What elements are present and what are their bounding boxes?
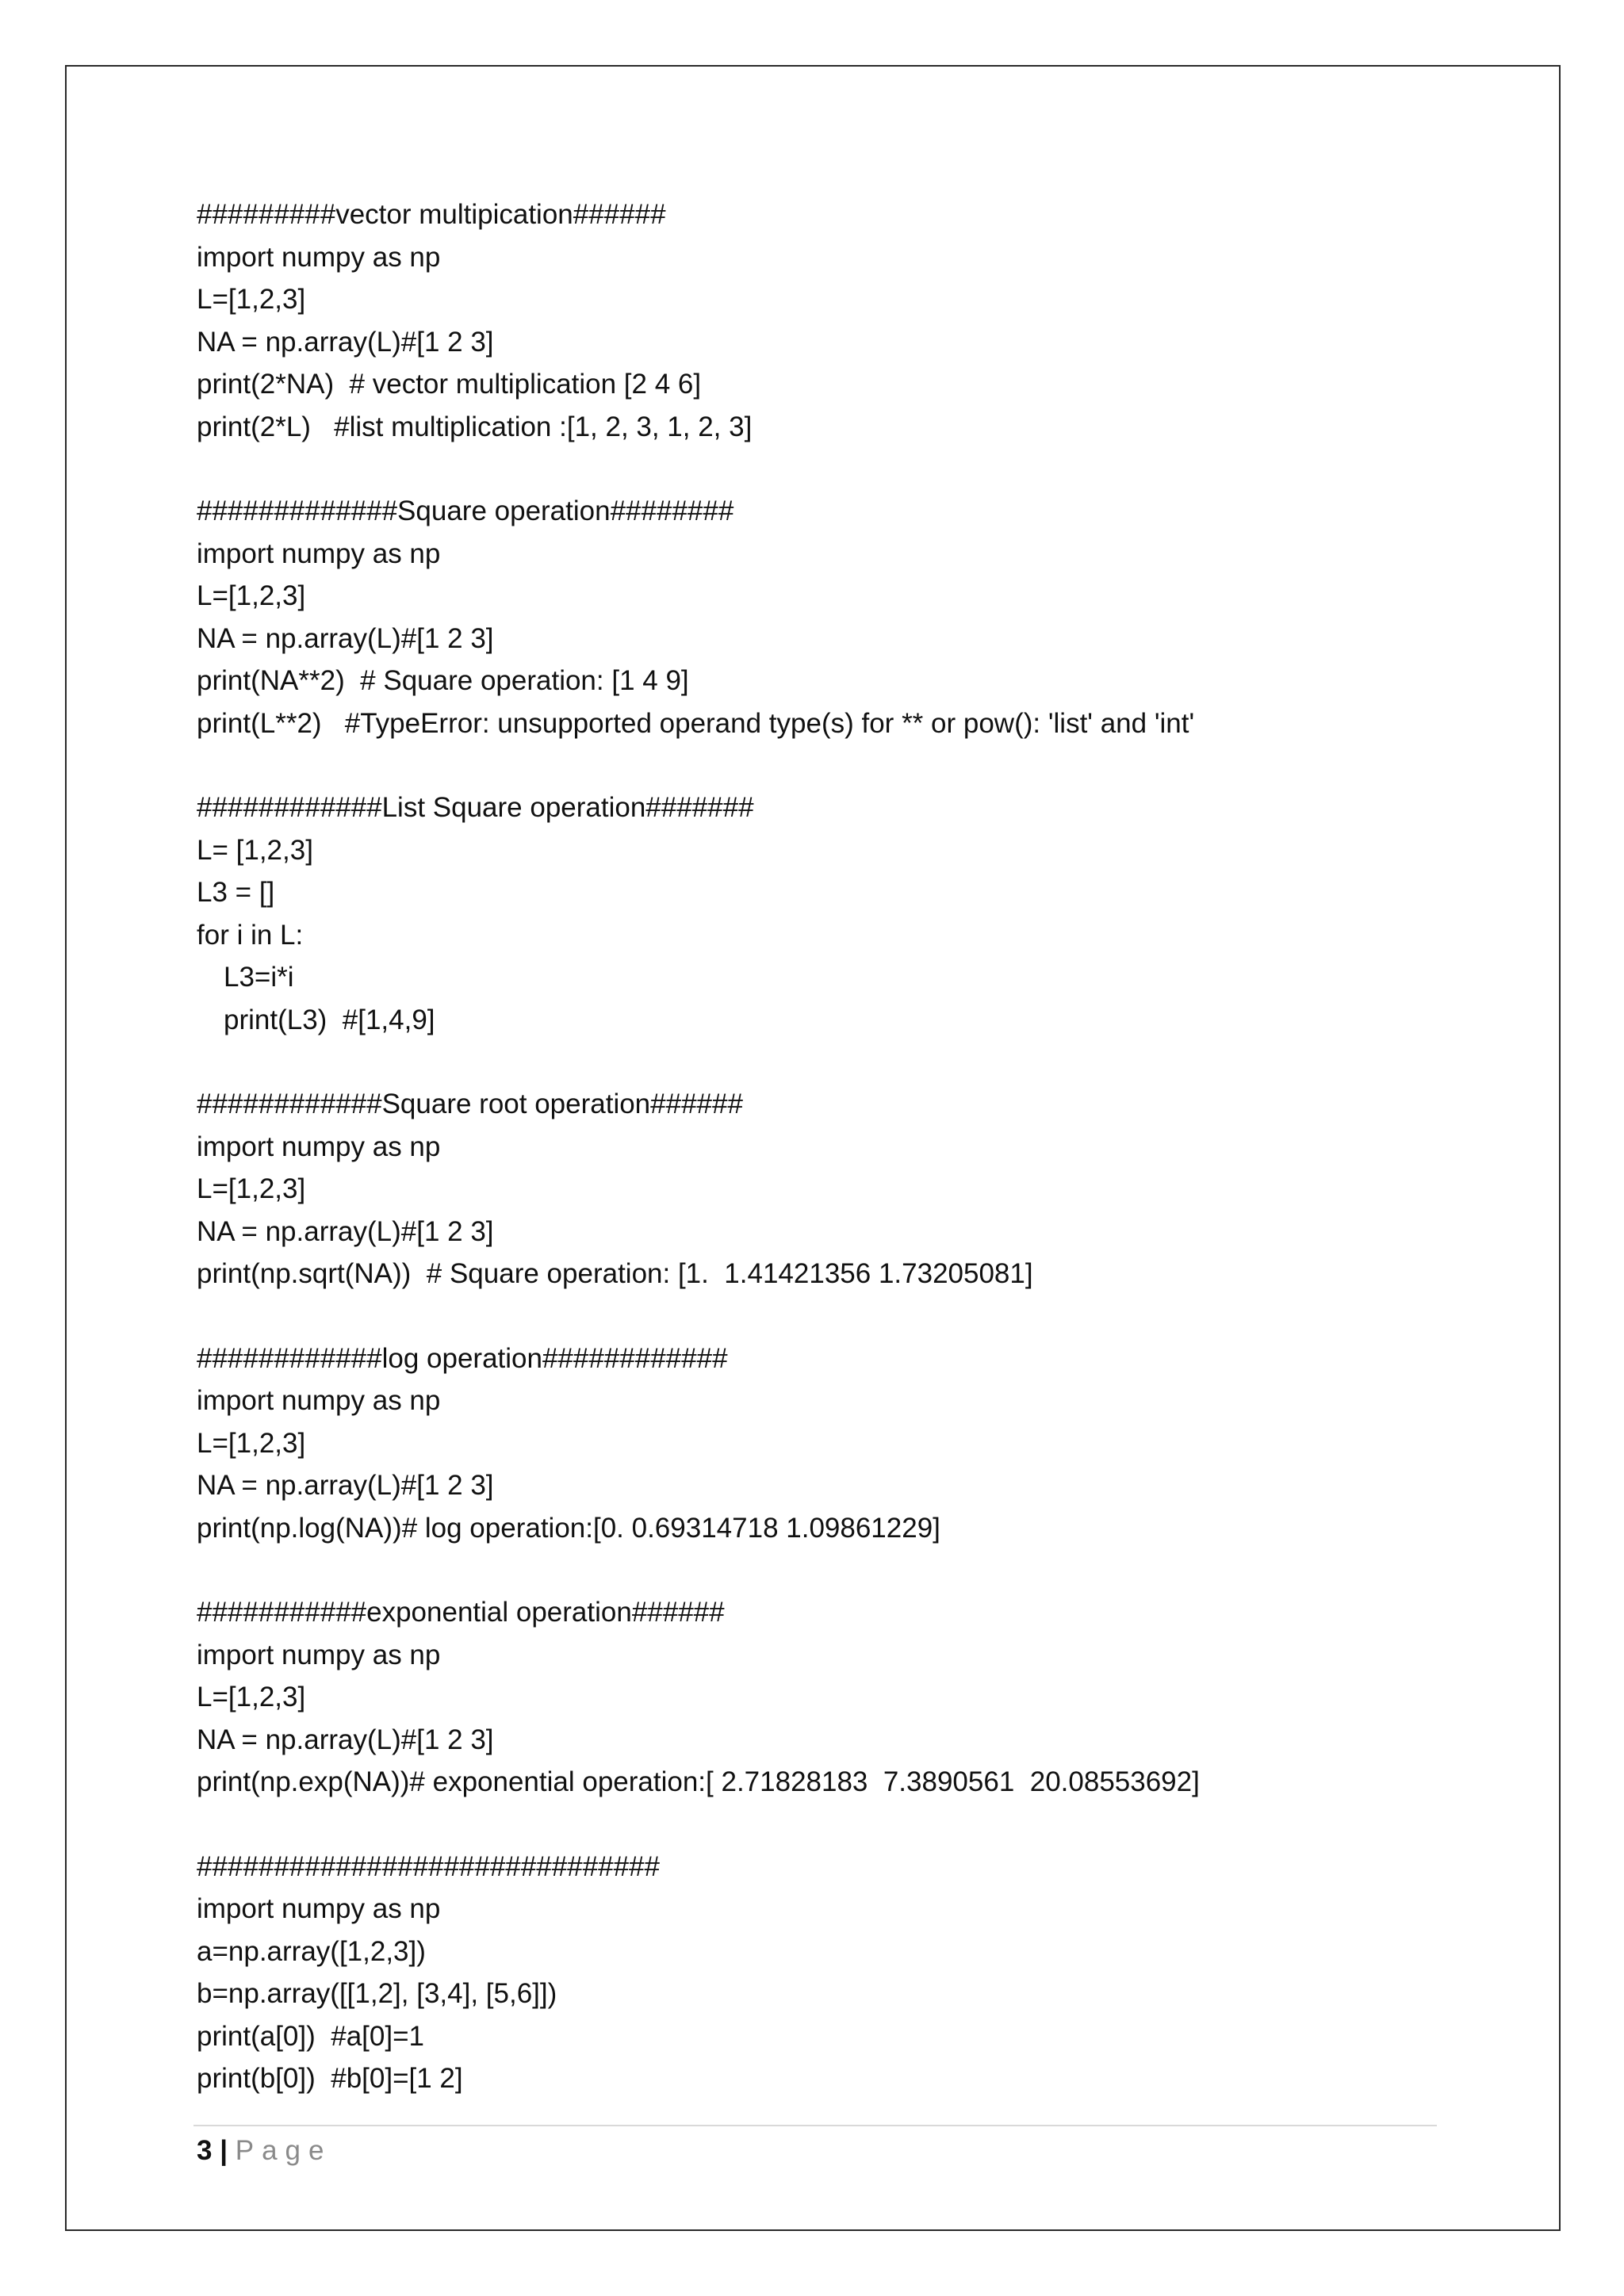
code-line: print(L**2) #TypeError: unsupported operand type(s) for ** or pow(): 'list' and 'int' bbox=[197, 707, 1195, 739]
code-heading-line: #############Square operation######## bbox=[197, 496, 734, 526]
code-heading-line: ############List Square operation####### bbox=[197, 792, 754, 823]
code-block bbox=[197, 193, 1465, 448]
code-block bbox=[197, 1591, 1465, 1804]
code-line: L=[1,2,3] bbox=[197, 1173, 306, 1204]
code-line: import numpy as np bbox=[197, 1893, 441, 1924]
code-heading-line: ############log operation############ bbox=[197, 1342, 728, 1374]
code-line: print(2*NA) # vector multiplication [2 4 6] bbox=[197, 369, 702, 400]
footer-rule bbox=[193, 2125, 1437, 2126]
page-label: Page bbox=[235, 2135, 332, 2166]
code-line: NA = np.array(L)#[1 2 3] bbox=[197, 1215, 494, 1247]
code-line: print(np.log(NA))# log operation:[0. 0.69314718 1.09861229] bbox=[197, 1512, 940, 1544]
code-line: NA = np.array(L)#[1 2 3] bbox=[197, 1470, 494, 1501]
code-line: import numpy as np bbox=[197, 241, 441, 273]
code-line: for i in L: bbox=[197, 919, 304, 951]
code-block bbox=[197, 490, 1465, 744]
code-heading-line: ############Square root operation###### bbox=[197, 1089, 743, 1119]
code-line: NA = np.array(L)#[1 2 3] bbox=[197, 326, 494, 358]
code-line: a=np.array([1,2,3]) bbox=[197, 1935, 426, 1967]
code-heading-line: ###########exponential operation###### bbox=[197, 1597, 725, 1628]
code-line: print(2*L) #list multiplication :[1, 2, 3, 1, 2, 3] bbox=[197, 411, 753, 442]
code-block bbox=[197, 1337, 1465, 1550]
code-heading-line: #########vector multipication###### bbox=[197, 199, 666, 230]
code-line: import numpy as np bbox=[197, 1639, 441, 1670]
code-line: import numpy as np bbox=[197, 538, 441, 569]
page-footer bbox=[197, 2131, 331, 2171]
code-line: L=[1,2,3] bbox=[197, 1682, 306, 1712]
code-line: print(np.exp(NA))# exponential operation:[ 2.71828183 7.3890561 20.08553692] bbox=[197, 1766, 1200, 1797]
code-block bbox=[197, 786, 1465, 1041]
code-line: L3 = [] bbox=[197, 877, 275, 908]
document-body bbox=[197, 193, 1465, 2142]
code-line: print(NA**2) # Square operation: [1 4 9] bbox=[197, 665, 689, 696]
code-line: NA = np.array(L)#[1 2 3] bbox=[197, 1724, 494, 1755]
code-line: L=[1,2,3] bbox=[197, 1427, 306, 1459]
code-line: L=[1,2,3] bbox=[197, 580, 306, 611]
code-line: import numpy as np bbox=[197, 1385, 441, 1416]
code-line: L3=i*i bbox=[224, 962, 294, 993]
code-line: print(a[0]) #a[0]=1 bbox=[197, 2020, 424, 2052]
code-line: L=[1,2,3] bbox=[197, 284, 306, 315]
code-line: NA = np.array(L)#[1 2 3] bbox=[197, 622, 494, 654]
code-line: print(b[0]) #b[0]=[1 2] bbox=[197, 2063, 463, 2094]
code-line: L= [1,2,3] bbox=[197, 834, 313, 866]
page-number: 3 bbox=[197, 2135, 213, 2166]
code-line: import numpy as np bbox=[197, 1131, 441, 1162]
code-line: print(np.sqrt(NA)) # Square operation: [1. 1.41421356 1.73205081] bbox=[197, 1258, 1033, 1289]
code-block bbox=[197, 1083, 1465, 1295]
page-separator: | bbox=[220, 2135, 228, 2166]
code-heading-line: ############################## bbox=[197, 1850, 660, 1882]
code-line: print(L3) #[1,4,9] bbox=[224, 1004, 435, 1035]
code-line: b=np.array([[1,2], [3,4], [5,6]]) bbox=[197, 1978, 557, 2009]
code-block bbox=[197, 1846, 1465, 2100]
